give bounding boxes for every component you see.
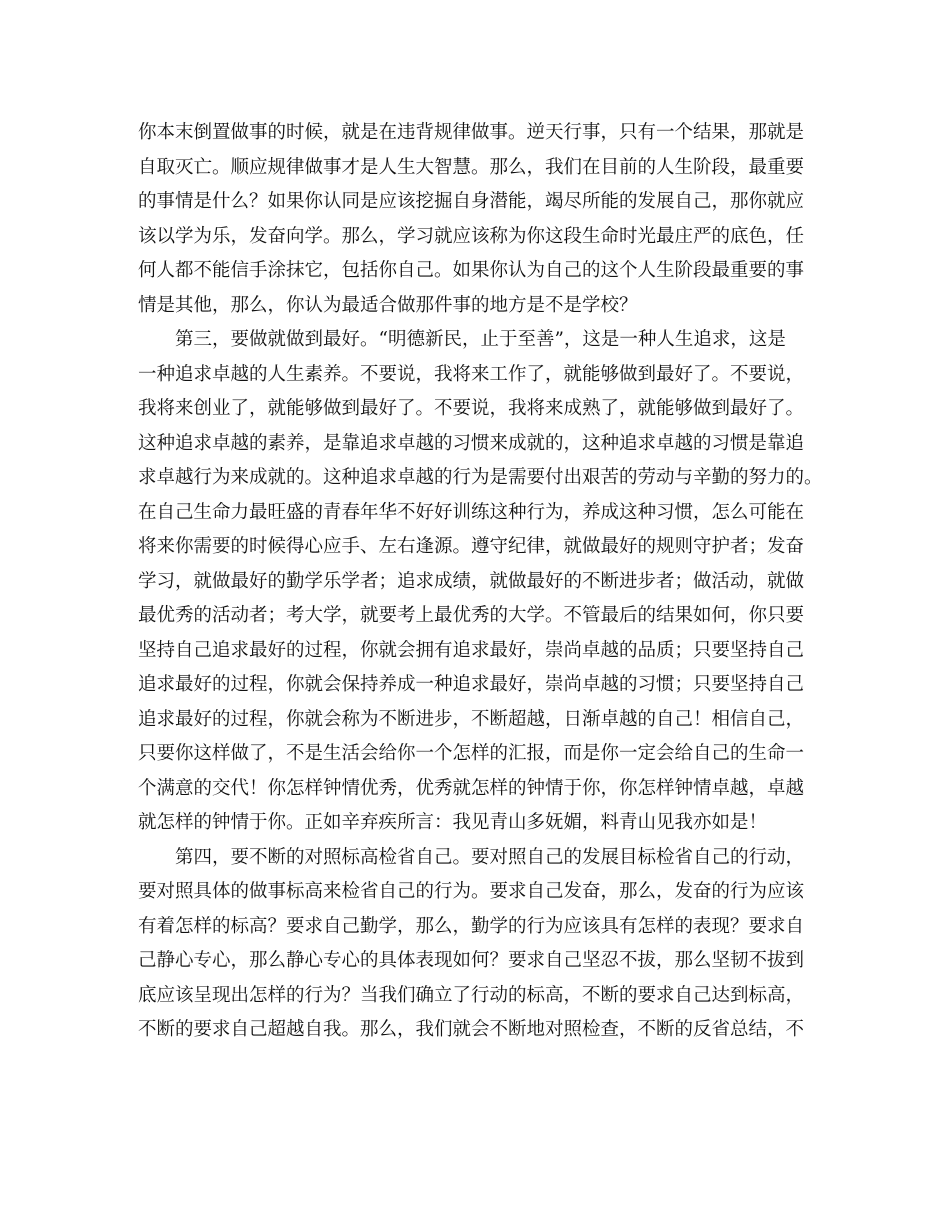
- text-line: 己静心专心，那么静心专心的具体表现如何？要求自己坚忍不拔，那么坚韧不拔到: [138, 950, 805, 971]
- text-line: 坚持自己追求最好的过程，你就会拥有追求最好，崇尚卓越的品质；只要坚持自己: [138, 639, 805, 661]
- text-line: 一种追求卓越的人生素养。不要说，我将来工作了，就能够做到最好了。不要说，: [138, 363, 805, 385]
- text-line: 在自己生命力最旺盛的青春年华不好好训练这种行为，养成这种习惯，怎么可能在: [138, 501, 805, 523]
- paragraph-first-line: 第四，要不断的对照标高检省自己。要对照自己的发展目标检省自己的行动，: [175, 846, 805, 868]
- text-line: 求卓越行为来成就的。这种追求卓越的行为是需要付出艰苦的劳动与辛勤的努力的。: [138, 467, 823, 488]
- text-line: 将来你需要的时候得心应手、左右逢源。遵守纪律，就做最好的规则守护者；发奋: [138, 536, 805, 557]
- text-line: 学习，就做最好的勤学乐学者；追求成绩，就做最好的不断进步者；做活动，就做: [138, 570, 805, 592]
- text-line: 底应该呈现出怎样的行为？当我们确立了行动的标高，不断的要求自己达到标高，: [138, 984, 805, 1006]
- text-line: 不断的要求自己超越自我。那么，我们就会不断地对照检查，不断的反省总结，不: [138, 1019, 805, 1040]
- body-text: [138, 116, 823, 1048]
- text-line: 有着怎样的标高？要求自己勤学，那么，勤学的行为应该具有怎样的表现？要求自: [138, 915, 805, 937]
- text-line: 何人都不能信手涂抹它，包括你自己。如果你认为自己的这个人生阶段最重要的事: [138, 260, 805, 281]
- text-line: 只要你这样做了，不是生活会给你一个怎样的汇报，而是你一定会给自己的生命一: [138, 743, 805, 764]
- text-line: 我将来创业了，就能够做到最好了。不要说，我将来成熟了，就能够做到最好了。: [138, 398, 805, 419]
- text-line: 追求最好的过程，你就会称为不断进步，不断超越，日渐卓越的自己！相信自己，: [138, 708, 805, 730]
- text-line: 该以学为乐，发奋向学。那么，学习就应该称为你这段生命时光最庄严的底色，任: [138, 225, 805, 247]
- text-line: 的事情是什么？如果你认同是应该挖掘自身潜能，竭尽所能的发展自己，那你就应: [138, 191, 805, 212]
- text-line: 就怎样的钟情于你。正如辛弃疾所言：我见青山多妩媚，料青山见我亦如是！: [138, 812, 768, 833]
- text-line: 这种追求卓越的素养，是靠追求卓越的习惯来成就的，这种追求卓越的习惯是靠追: [138, 432, 805, 454]
- text-line: 追求最好的过程，你就会保持养成一种追求最好，崇尚卓越的习惯；只要坚持自己: [138, 674, 805, 695]
- text-line: 个满意的交代！你怎样钟情优秀，优秀就怎样的钟情于你，你怎样钟情卓越，卓越: [138, 777, 805, 799]
- text-line: 你本末倒置做事的时候，就是在违背规律做事。逆天行事，只有一个结果，那就是: [138, 122, 805, 143]
- text-line: 要对照具体的做事标高来检省自己的行为。要求自己发奋，那么，发奋的行为应该: [138, 881, 805, 902]
- paragraph-first-line: 第三，要做就做到最好。“明德新民，止于至善”，这是一种人生追求，这是: [175, 329, 786, 350]
- text-line: 最优秀的活动者；考大学，就要考上最优秀的大学。不管最后的结果如何，你只要: [138, 605, 805, 626]
- text-line: 情是其他，那么，你认为最适合做那件事的地方是不是学校？: [138, 294, 638, 316]
- text-line: 自取灭亡。顺应规律做事才是人生大智慧。那么，我们在目前的人生阶段，最重要: [138, 156, 805, 178]
